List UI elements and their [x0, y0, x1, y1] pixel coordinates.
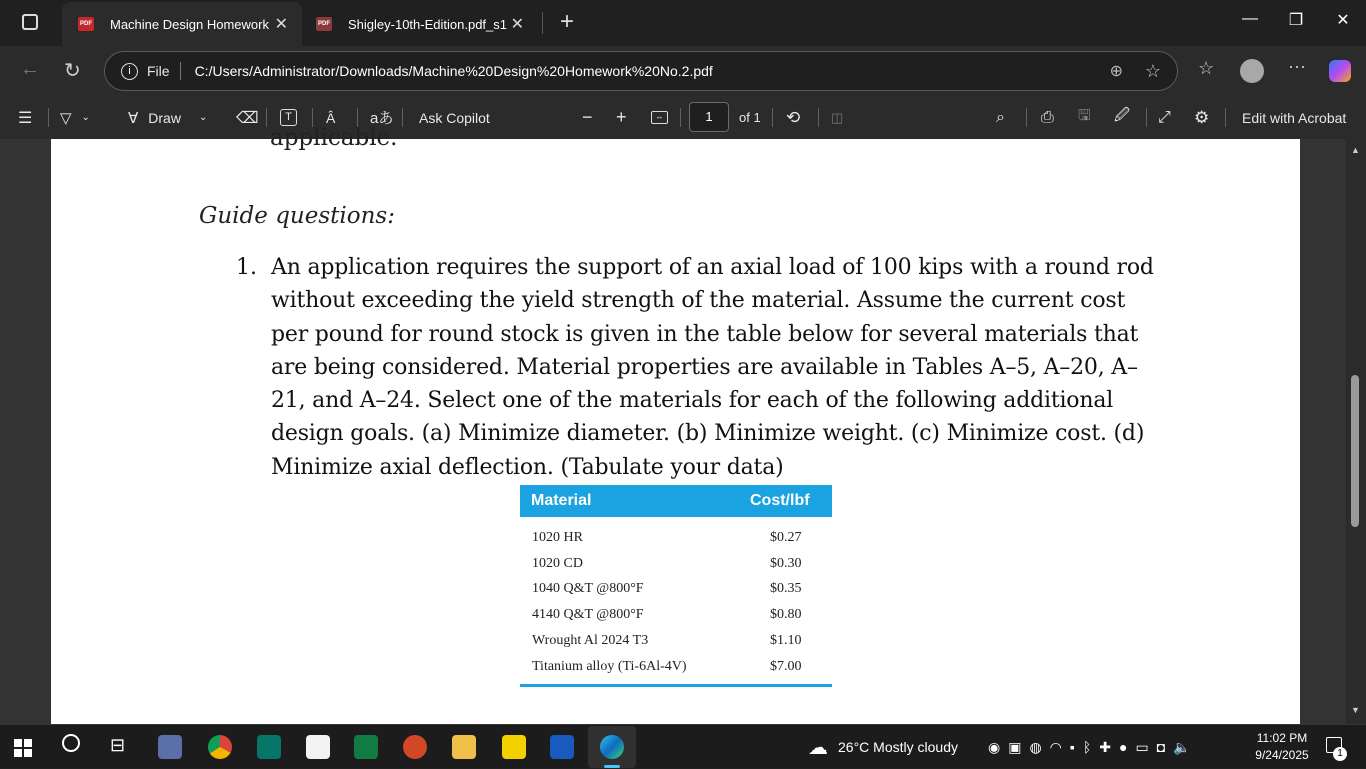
start-windows-icon[interactable] — [14, 739, 32, 757]
cost-cell: $0.27 — [770, 529, 802, 545]
question-text: An application requires the support of an axial load of 100 kips with a round rod without exceeding the yield strength of the material. Assume the current cost per pound for round stock is given in the table below for several materials that are being considered. Material properties are available in Tables A–5, A–20, A–21, and A–24. Select one of the materials for each of the following additional design goals. (a) Minimize diameter. (b) Minimize weight. (c) Minimize cost. (d) Minimize axial deflection. (Tabulate your data) — [271, 255, 1154, 480]
toolbar-separator — [1026, 108, 1027, 127]
tab-title: Machine Design Homework — [110, 16, 269, 32]
tray-app-icon[interactable]: ✚ — [1099, 738, 1111, 755]
toolbar-separator — [266, 108, 267, 127]
zoom-icon[interactable]: ⊕ — [1109, 63, 1123, 80]
address-bar[interactable] — [104, 51, 1178, 91]
header-cost: Cost/lbf — [750, 492, 810, 509]
edit-with-acrobat-button[interactable]: Edit with Acrobat — [1242, 109, 1347, 126]
save-as-icon[interactable]: 🖉 — [1114, 107, 1130, 124]
table-row — [520, 628, 832, 654]
toolbar-separator — [1146, 108, 1147, 127]
favorite-star-icon[interactable]: ☆ — [1144, 60, 1161, 81]
excel-icon[interactable] — [354, 735, 378, 759]
save-icon[interactable]: 🖫 — [1078, 107, 1091, 124]
toolbar-separator — [402, 108, 403, 127]
tray-app-icon[interactable]: ▣ — [1008, 738, 1022, 755]
pdf-toolbar — [0, 96, 1366, 139]
chevron-down-icon: ⌄ — [198, 112, 208, 123]
publisher-icon[interactable] — [257, 735, 281, 759]
cost-cell: $1.10 — [770, 633, 802, 649]
tray-app-icon[interactable]: ▭ — [1135, 738, 1149, 755]
app-icon[interactable] — [158, 735, 182, 759]
scheme-label: File — [147, 63, 170, 79]
settings-gear-icon[interactable]: ⚙ — [1194, 107, 1210, 127]
search-icon[interactable] — [62, 734, 80, 752]
section-heading: Guide questions: — [199, 203, 395, 229]
fit-width-icon[interactable]: ↔ — [651, 96, 668, 139]
tab-machine-design[interactable] — [62, 2, 302, 46]
minimize-button[interactable]: — — [1242, 10, 1258, 27]
scrollbar-thumb[interactable] — [1351, 375, 1359, 527]
toolbar-separator — [818, 108, 819, 127]
toolbar-separator — [48, 108, 49, 127]
cost-cell: $0.35 — [770, 581, 802, 597]
expand-icon[interactable]: ⤢ — [1158, 108, 1171, 126]
question-number: 1. — [236, 255, 257, 280]
copilot-icon[interactable] — [1329, 60, 1351, 82]
bluetooth-icon[interactable]: ᛒ — [1082, 739, 1092, 755]
material-cell: 4140 Q&T @800°F — [532, 607, 644, 623]
taskbar — [0, 724, 1366, 768]
document-viewer[interactable] — [0, 125, 1366, 724]
tab-actions-icon[interactable] — [22, 14, 38, 30]
material-cell: 1020 CD — [532, 555, 583, 571]
navigation-bar — [0, 46, 1366, 96]
task-view-icon[interactable]: ⊟ — [110, 735, 126, 755]
draw-label: Draw — [148, 109, 181, 126]
edge-active-indicator — [604, 765, 620, 768]
read-aloud-icon[interactable]: Â — [326, 109, 336, 126]
text-box-icon[interactable]: T — [280, 96, 297, 139]
wifi-icon[interactable]: ◠ — [1049, 738, 1062, 755]
url-text[interactable]: C:/Users/Administrator/Downloads/Machine%20Design%20Homework%20No.2.pdf — [194, 63, 713, 79]
material-cell: Wrought Al 2024 T3 — [532, 633, 649, 649]
more-menu-icon[interactable]: ··· — [1288, 56, 1306, 76]
powerpoint-icon[interactable] — [403, 735, 427, 759]
contents-icon[interactable]: ☰ — [18, 109, 33, 127]
toolbar-separator — [1225, 108, 1226, 127]
table-header — [520, 485, 832, 517]
table-row — [520, 551, 832, 577]
store-icon[interactable] — [306, 735, 330, 759]
table-row — [520, 602, 832, 628]
table-row — [520, 654, 832, 680]
page-number-input[interactable]: 1 — [689, 102, 729, 132]
system-tray-icons[interactable] — [988, 725, 1191, 769]
title-bar — [0, 0, 1366, 46]
toolbar-separator — [680, 108, 681, 127]
search-icon[interactable]: ⌕ — [996, 108, 1005, 126]
back-icon[interactable]: ← — [20, 58, 40, 80]
tab-shigley[interactable] — [302, 2, 540, 46]
ask-copilot-button[interactable]: Ask Copilot — [419, 109, 490, 126]
clock-date: 9/24/2025 — [1255, 748, 1309, 762]
table-bottom-rule — [520, 684, 832, 687]
weather-widget[interactable] — [808, 725, 958, 769]
tray-app-icon[interactable]: ◘ — [1156, 739, 1166, 755]
zoom-out-icon[interactable]: − — [582, 107, 593, 127]
tray-app-icon[interactable]: ▪ — [1069, 739, 1075, 755]
info-icon[interactable]: i — [121, 63, 138, 80]
cost-cell: $0.80 — [770, 607, 802, 623]
header-material: Material — [531, 492, 592, 509]
sticky-notes-icon[interactable] — [502, 735, 526, 759]
pdf-page — [51, 125, 1300, 724]
refresh-icon[interactable]: ↻ — [64, 60, 81, 82]
cost-cell: $7.00 — [770, 658, 802, 674]
cloudy-icon: ☁ — [808, 736, 828, 759]
favorites-icon[interactable]: ☆ — [1198, 58, 1215, 78]
tray-app-icon[interactable]: ● — [1119, 739, 1128, 755]
zoom-in-icon[interactable]: + — [616, 107, 627, 127]
new-tab-button[interactable]: + — [560, 8, 575, 35]
tray-app-icon[interactable]: ◉ — [988, 738, 1001, 755]
edge-icon[interactable] — [600, 735, 624, 759]
tab-divider — [542, 12, 543, 34]
material-cell: 1020 HR — [532, 529, 583, 545]
material-cell: Titanium alloy (Ti-6Al-4V) — [532, 658, 687, 674]
volume-icon[interactable]: 🔈 — [1173, 738, 1191, 755]
chevron-down-icon: ⌄ — [81, 112, 90, 123]
restore-button[interactable]: ❐ — [1288, 12, 1304, 29]
eraser-icon[interactable]: ⌫ — [236, 109, 259, 127]
clock-time: 11:02 PM — [1256, 731, 1308, 745]
cost-cell: $0.30 — [770, 555, 802, 571]
draw-button[interactable] — [128, 96, 207, 139]
page-view-icon[interactable]: ◫ — [831, 109, 844, 125]
close-window-button[interactable]: ✕ — [1336, 12, 1350, 29]
print-icon[interactable]: ⎙ — [1041, 108, 1054, 126]
pdf-icon: PDF — [316, 17, 332, 31]
chrome-icon[interactable] — [208, 735, 232, 759]
rotate-icon[interactable]: ⟲ — [786, 107, 801, 127]
weather-text: 26°C Mostly cloudy — [838, 739, 958, 755]
scroll-up-icon[interactable]: ▲ — [1351, 145, 1360, 155]
address-divider — [180, 62, 181, 80]
pdf-icon: PDF — [78, 17, 94, 31]
highlight-icon[interactable]: ▽ ⌄ — [60, 109, 90, 127]
vertical-scrollbar[interactable] — [1346, 139, 1366, 724]
translate-icon[interactable]: aあ — [370, 110, 394, 127]
file-explorer-icon[interactable] — [452, 735, 476, 759]
page-total: of 1 — [739, 110, 761, 125]
toolbar-separator — [772, 108, 773, 127]
close-tab-icon[interactable]: ✕ — [274, 16, 288, 33]
profile-avatar[interactable] — [1240, 59, 1264, 83]
cut-off-text: applicable. — [270, 125, 398, 151]
tray-app-icon[interactable]: ◍ — [1029, 738, 1042, 755]
clock[interactable] — [1250, 730, 1314, 764]
material-cost-table — [520, 485, 832, 687]
notification-badge: 1 — [1333, 747, 1347, 761]
scroll-down-icon[interactable]: ▼ — [1351, 705, 1360, 715]
draw-icon: ∀ — [128, 109, 139, 127]
close-tab-icon[interactable]: ✕ — [510, 16, 524, 33]
word-icon[interactable] — [550, 735, 574, 759]
table-row — [520, 577, 832, 603]
tab-title: Shigley-10th-Edition.pdf_s1 — [348, 16, 507, 32]
table-row — [520, 525, 832, 551]
material-cell: 1040 Q&T @800°F — [532, 581, 644, 597]
